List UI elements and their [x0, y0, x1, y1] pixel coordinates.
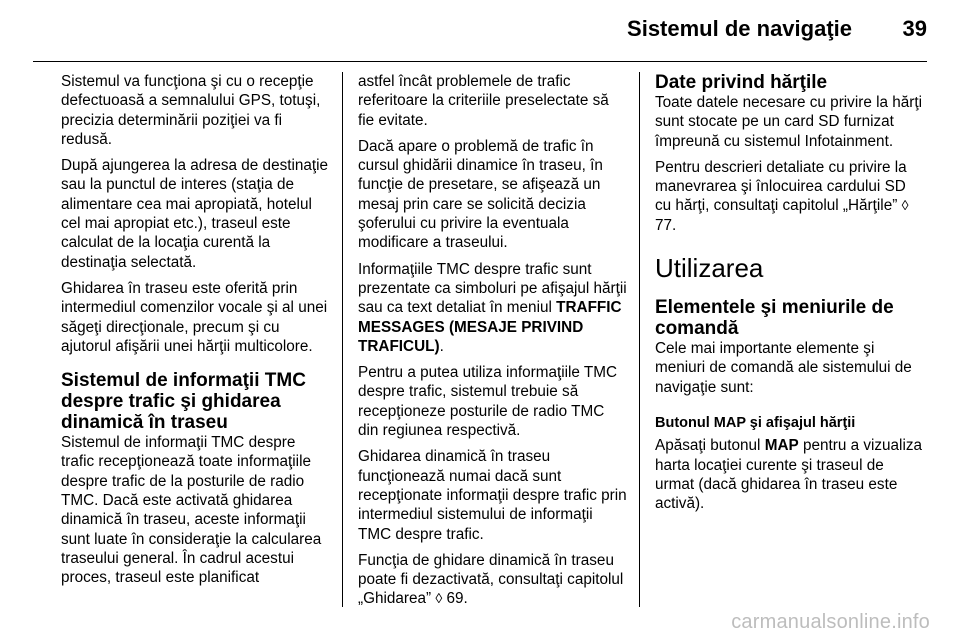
header-divider [33, 61, 927, 62]
column-divider [639, 72, 640, 607]
paragraph-text: pentru a vizualiza harta locaţiei curente şi traseul de urmat (dacă ghidarea în traseu este activă). [655, 437, 923, 513]
page-header [0, 0, 960, 60]
paragraph: Ghidarea dinamică în traseu funcţionează numai dacă sunt recepţionate informaţii despre trafic prin intermediul sistemului de informaţii TMC despre trafic. [358, 448, 627, 543]
paragraph-cross-reference [358, 551, 628, 609]
page-number: 39 [902, 16, 927, 41]
paragraph-text: Funcţia de ghidare dinamică în traseu poate fi dezactivată, consultaţi capitolul „Ghidarea” [358, 551, 624, 608]
paragraph: Pentru a putea utiliza informaţiile TMC despre trafic, sistemul trebuie să recepţioneze posturile de radio TMC din regiunea respectivă. [358, 364, 618, 440]
page-reference: 69. [442, 590, 468, 608]
column-divider [342, 72, 343, 607]
paragraph-text: Apăsaţi butonul [655, 437, 765, 455]
watermark: carmanualsonline.info [731, 611, 930, 633]
paragraph: După ajungerea la adresa de destinaţie sau la punctul de interes (staţia de alimentare cea mai apropiată, hotelul cel mai apropiat etc.), traseul este calculat de la locaţia curentă la destinaţia selectată. [61, 157, 329, 271]
column-right [655, 72, 925, 520]
page-reference-icon: ◊ [901, 197, 909, 214]
section-heading-maps: Date privind hărţile [655, 72, 828, 93]
column-middle [358, 72, 628, 616]
section-heading-tmc: Sistemul de informaţii TMC despre trafic şi ghidarea dinamică în traseu [61, 370, 306, 434]
paragraph: Ghidarea în traseu este oferită prin intermediul comenzilor vocale şi al unei săgeţi direcţionale, precum şi cu ajutorul afişării unei hărţii multicolore. [61, 279, 328, 355]
paragraph-text: Pentru descrieri detaliate cu privire la manevrarea şi înlocuirea cardului SD cu hărţi, consultaţi capitolul „Hărţile” [655, 158, 907, 215]
paragraph: Sistemul de informaţii TMC despre trafic recepţionează toate informaţiile despre trafic de la posturile de radio TMC. Dacă este activată ghidarea dinamică în traseu, aceste informaţii sunt luate în consideraţie la calcularea traseului general. În cadrul acestui proces, traseul este planificat [61, 434, 322, 587]
column-left [61, 72, 331, 595]
paragraph: Toate datele necesare cu privire la hărţi sunt stocate pe un card SD furnizat împreună cu sistemul Infotainment. [655, 94, 922, 150]
page-reference: 77. [655, 216, 677, 234]
section-heading-controls: Elementele şi meniurile de comandă [655, 297, 894, 340]
menu-name: TRAFFIC MESSAGES (MESAJE PRIVIND TRAFICUL) [358, 299, 622, 355]
paragraph: astfel încât problemele de trafic referitoare la criteriile preselectate să fie evitate. [358, 73, 609, 129]
paragraph: Dacă apare o problemă de trafic în cursul ghidării dinamice în traseu, în funcţie de presetare, se afişează un mesaj prin care se solicită decizia şoferului cu privire la eventuala modificare a traseului. [358, 137, 603, 252]
paragraph-text: Informaţiile TMC despre trafic sunt prezentate ca simboluri pe afişajul hărţii sau ca text detaliat în meniul [358, 260, 627, 317]
subheading-map-button: Butonul MAP şi afişajul hărţii [655, 414, 856, 431]
paragraph-text: . [439, 337, 444, 355]
button-name: MAP [764, 437, 799, 455]
chapter-heading: Utilizarea [655, 253, 764, 284]
paragraph-traffic-menu [358, 260, 628, 356]
paragraph-cross-reference [655, 158, 925, 235]
paragraph: Sistemul va funcţiona şi cu o recepţie defectuoasă a semnalului GPS, totuşi, precizia determinării poziţiei va fi redusă. [61, 73, 321, 148]
page-reference-icon: ◊ [435, 590, 443, 607]
paragraph-map-button [655, 436, 925, 513]
paragraph: Cele mai importante elemente şi meniuri de comandă ale sistemului de navigaţie sunt: [655, 340, 912, 396]
page-title: Sistemul de navigaţie [627, 16, 852, 41]
